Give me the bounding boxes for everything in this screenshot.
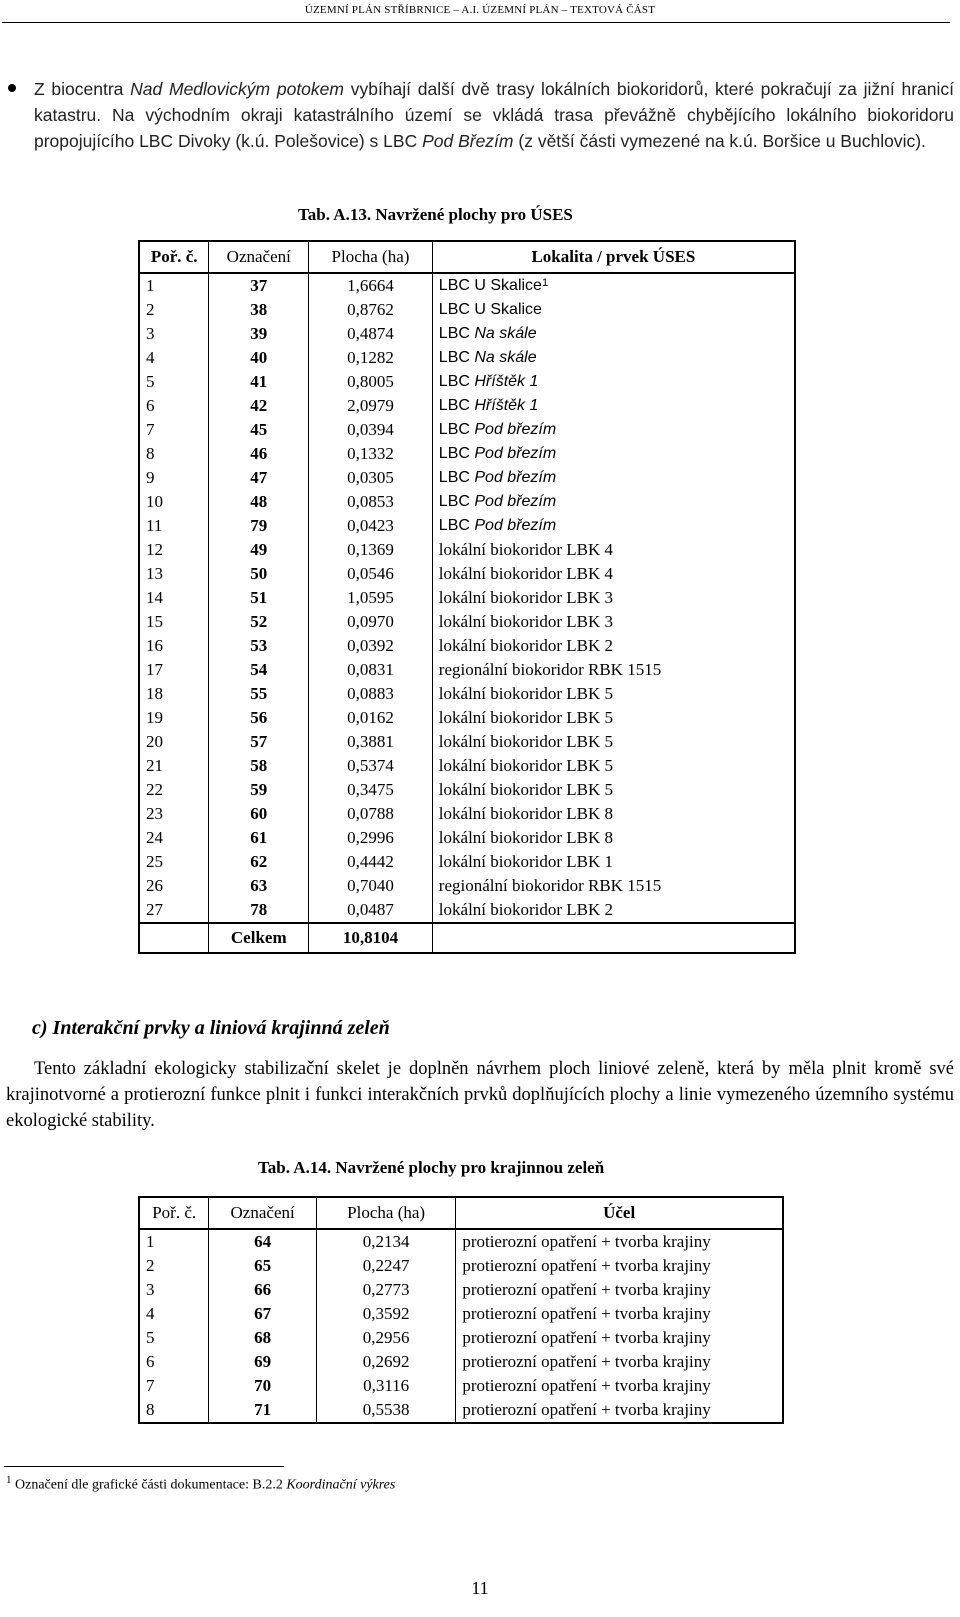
row-oznaceni: 68 [209, 1326, 317, 1350]
row-plocha: 0,4442 [309, 850, 433, 874]
row-lokalita [432, 850, 795, 874]
row-plocha: 0,4874 [309, 322, 433, 346]
row-number: 11 [139, 514, 209, 538]
table-row [139, 562, 795, 586]
row-oznaceni: 60 [209, 802, 309, 826]
row-ucel: protierozní opatření + tvorba krajiny [456, 1374, 783, 1398]
lokalita-name: Na skále [474, 349, 537, 366]
row-plocha: 0,0788 [309, 802, 433, 826]
lokalita-name: Pod březím [474, 517, 557, 534]
total-blank [139, 923, 209, 953]
row-number: 2 [139, 298, 209, 322]
lokalita-prefix: lokální biokoridor LBK 3 [438, 612, 614, 631]
row-plocha: 0,0423 [309, 514, 433, 538]
row-lokalita [432, 346, 795, 370]
row-plocha: 0,0883 [309, 682, 433, 706]
th-por: Poř. č. [139, 241, 209, 273]
row-ucel: protierozní opatření + tvorba krajiny [456, 1302, 783, 1326]
table-row [139, 1229, 783, 1254]
row-number: 20 [139, 730, 209, 754]
row-plocha: 0,3592 [316, 1302, 455, 1326]
lokalita-prefix: LBC [438, 301, 475, 318]
th2-oznaceni: Označení [209, 1197, 317, 1229]
row-plocha: 0,2692 [316, 1350, 455, 1374]
row-number: 27 [139, 898, 209, 923]
row-number: 10 [139, 490, 209, 514]
row-oznaceni: 64 [209, 1229, 317, 1254]
row-oznaceni: 61 [209, 826, 309, 850]
row-number: 1 [139, 273, 209, 298]
row-lokalita [432, 514, 795, 538]
row-oznaceni: 41 [209, 370, 309, 394]
row-plocha: 0,2247 [316, 1254, 455, 1278]
row-plocha: 0,0970 [309, 610, 433, 634]
row-plocha: 0,5374 [309, 754, 433, 778]
lokalita-prefix: lokální biokoridor LBK 5 [438, 684, 614, 703]
table-row [139, 826, 795, 850]
row-oznaceni: 59 [209, 778, 309, 802]
row-number: 8 [139, 1398, 209, 1423]
row-ucel: protierozní opatření + tvorba krajiny [456, 1398, 783, 1423]
lokalita-name: Pod březím [474, 445, 557, 462]
page-header: ÚZEMNÍ PLÁN STŘÍBRNICE – A.I. ÚZEMNÍ PLÁN – TEXTOVÁ ČÁST [304, 4, 656, 16]
lokalita-name: Hříštěk 1 [474, 397, 539, 414]
row-plocha: 0,1282 [309, 346, 433, 370]
row-lokalita [432, 394, 795, 418]
table-row [139, 1350, 783, 1374]
table-row [139, 490, 795, 514]
row-oznaceni: 47 [209, 466, 309, 490]
row-plocha: 0,2134 [316, 1229, 455, 1254]
table-row [139, 754, 795, 778]
row-plocha: 0,0853 [309, 490, 433, 514]
row-oznaceni: 56 [209, 706, 309, 730]
row-oznaceni: 48 [209, 490, 309, 514]
row-lokalita [432, 418, 795, 442]
table-row [139, 298, 795, 322]
row-number: 4 [139, 346, 209, 370]
lokalita-name: Hříštěk 1 [474, 373, 539, 390]
row-plocha: 0,0831 [309, 658, 433, 682]
lokalita-prefix: lokální biokoridor LBK 3 [438, 588, 614, 607]
lokalita-prefix: lokální biokoridor LBK 1 [438, 852, 614, 871]
footnote-text: Označení dle grafické části dokumentace: B.2.2 [15, 1477, 287, 1493]
table-row [139, 514, 795, 538]
row-lokalita [432, 826, 795, 850]
footnote-text-italic: Koordinační výkres [286, 1477, 396, 1493]
row-oznaceni: 70 [209, 1374, 317, 1398]
intro-text-1: Z biocentra [34, 79, 131, 99]
total-label: Celkem [209, 923, 309, 953]
lokalita-name: Pod březím [474, 493, 557, 510]
row-plocha: 0,2956 [316, 1326, 455, 1350]
row-ucel: protierozní opatření + tvorba krajiny [456, 1326, 783, 1350]
page-number: 11 [471, 1578, 489, 1598]
row-number: 16 [139, 634, 209, 658]
table-row [139, 1374, 783, 1398]
lokalita-prefix: LBC [438, 493, 475, 510]
row-oznaceni: 79 [209, 514, 309, 538]
section-paragraph: Tento základní ekologicky stabilizační skelet je doplněn návrhem ploch liniové zeleně, která by měla plnit kromě své krajinotvorné a protierozní funkce plnit i funkci interakčních prvků doplňujících plochy a linie vymezeného územního systému ekologické stability. [6, 1059, 954, 1131]
total-empty [432, 923, 795, 953]
table-row [139, 418, 795, 442]
row-lokalita [432, 682, 795, 706]
header-divider [2, 22, 950, 23]
row-lokalita [432, 490, 795, 514]
row-plocha: 0,0487 [309, 898, 433, 923]
footnote-ref: 1 [541, 277, 549, 289]
row-number: 13 [139, 562, 209, 586]
table-row [139, 273, 795, 298]
row-oznaceni: 63 [209, 874, 309, 898]
row-plocha: 0,0394 [309, 418, 433, 442]
table-row [139, 1398, 783, 1423]
row-lokalita [432, 874, 795, 898]
row-number: 5 [139, 370, 209, 394]
table-uses [138, 240, 796, 954]
lokalita-prefix: lokální biokoridor LBK 2 [438, 636, 614, 655]
row-plocha: 0,0305 [309, 466, 433, 490]
table-row [139, 346, 795, 370]
table-row [139, 322, 795, 346]
total-value: 10,8104 [309, 923, 433, 953]
section-heading: c) Interakční prvky a liniová krajinná zeleň [32, 1017, 390, 1039]
row-oznaceni: 37 [209, 273, 309, 298]
row-number: 21 [139, 754, 209, 778]
row-number: 9 [139, 466, 209, 490]
lokalita-prefix: lokální biokoridor LBK 5 [438, 780, 614, 799]
intro-text-3: (z větší části vymezené na k.ú. Boršice u Buchlovic). [513, 131, 926, 151]
row-plocha: 0,8762 [309, 298, 433, 322]
row-plocha: 0,5538 [316, 1398, 455, 1423]
table-row [139, 394, 795, 418]
row-number: 18 [139, 682, 209, 706]
table-row [139, 706, 795, 730]
row-lokalita [432, 322, 795, 346]
th-plocha: Plocha (ha) [309, 241, 433, 273]
lokalita-prefix: regionální biokoridor RBK 1515 [438, 876, 662, 895]
row-lokalita [432, 466, 795, 490]
table-row [139, 634, 795, 658]
table-krajinna-zelen [138, 1196, 784, 1424]
row-oznaceni: 40 [209, 346, 309, 370]
table-row [139, 586, 795, 610]
lokalita-prefix: lokální biokoridor LBK 5 [438, 732, 614, 751]
row-lokalita [432, 802, 795, 826]
row-number: 5 [139, 1326, 209, 1350]
row-oznaceni: 46 [209, 442, 309, 466]
row-number: 17 [139, 658, 209, 682]
row-number: 22 [139, 778, 209, 802]
row-oznaceni: 71 [209, 1398, 317, 1423]
row-number: 14 [139, 586, 209, 610]
row-plocha: 0,0162 [309, 706, 433, 730]
row-plocha: 0,3475 [309, 778, 433, 802]
row-number: 3 [139, 322, 209, 346]
row-oznaceni: 39 [209, 322, 309, 346]
row-number: 23 [139, 802, 209, 826]
row-oznaceni: 57 [209, 730, 309, 754]
row-oznaceni: 42 [209, 394, 309, 418]
row-number: 1 [139, 1229, 209, 1254]
row-plocha: 1,0595 [309, 586, 433, 610]
row-plocha: 0,0546 [309, 562, 433, 586]
row-plocha: 0,8005 [309, 370, 433, 394]
th2-por: Poř. č. [139, 1197, 209, 1229]
lokalita-prefix: lokální biokoridor LBK 2 [438, 900, 614, 919]
lokalita-prefix: LBC [438, 349, 475, 366]
table1-caption: Tab. A.13. Navržené plochy pro ÚSES [298, 205, 573, 224]
row-oznaceni: 62 [209, 850, 309, 874]
table-row [139, 1302, 783, 1326]
lokalita-name: Pod březím [474, 421, 557, 438]
lokalita-prefix: LBC [438, 445, 475, 462]
row-plocha: 0,2996 [309, 826, 433, 850]
row-lokalita [432, 442, 795, 466]
table-row [139, 1326, 783, 1350]
lokalita-prefix: LBC [438, 325, 475, 342]
table-row [139, 1254, 783, 1278]
row-number: 7 [139, 1374, 209, 1398]
lokalita-name: Pod březím [474, 469, 557, 486]
table-row [139, 370, 795, 394]
table-row [139, 778, 795, 802]
lokalita-prefix: regionální biokoridor RBK 1515 [438, 660, 662, 679]
row-number: 6 [139, 394, 209, 418]
row-ucel: protierozní opatření + tvorba krajiny [456, 1229, 783, 1254]
row-lokalita [432, 658, 795, 682]
lokalita-prefix: lokální biokoridor LBK 5 [438, 756, 614, 775]
row-lokalita [432, 273, 795, 298]
row-oznaceni: 66 [209, 1278, 317, 1302]
row-ucel: protierozní opatření + tvorba krajiny [456, 1254, 783, 1278]
row-plocha: 1,6664 [309, 273, 433, 298]
row-oznaceni: 58 [209, 754, 309, 778]
row-number: 2 [139, 1254, 209, 1278]
th2-plocha: Plocha (ha) [316, 1197, 455, 1229]
table-row [139, 610, 795, 634]
row-number: 4 [139, 1302, 209, 1326]
row-plocha: 0,1332 [309, 442, 433, 466]
row-lokalita [432, 778, 795, 802]
table-row [139, 1278, 783, 1302]
row-oznaceni: 54 [209, 658, 309, 682]
lokalita-prefix: LBC [438, 397, 475, 414]
table-row [139, 874, 795, 898]
lokalita-name: U Skalice [474, 277, 542, 294]
lokalita-name: Na skále [474, 325, 537, 342]
row-number: 3 [139, 1278, 209, 1302]
table-row [139, 658, 795, 682]
row-plocha: 0,3881 [309, 730, 433, 754]
table-row [139, 538, 795, 562]
bullet-icon [8, 84, 16, 92]
row-number: 8 [139, 442, 209, 466]
row-ucel: protierozní opatření + tvorba krajiny [456, 1350, 783, 1374]
row-oznaceni: 55 [209, 682, 309, 706]
th2-ucel: Účel [456, 1197, 783, 1229]
row-number: 24 [139, 826, 209, 850]
intro-paragraph [34, 76, 954, 154]
table-row [139, 850, 795, 874]
row-oznaceni: 51 [209, 586, 309, 610]
lokalita-prefix: LBC [438, 277, 475, 294]
row-lokalita [432, 730, 795, 754]
row-number: 6 [139, 1350, 209, 1374]
row-number: 7 [139, 418, 209, 442]
row-oznaceni: 69 [209, 1350, 317, 1374]
lokalita-prefix: lokální biokoridor LBK 8 [438, 828, 614, 847]
row-lokalita [432, 562, 795, 586]
row-lokalita [432, 754, 795, 778]
table-row [139, 442, 795, 466]
row-lokalita [432, 634, 795, 658]
row-oznaceni: 65 [209, 1254, 317, 1278]
row-oznaceni: 67 [209, 1302, 317, 1326]
footnote-divider [4, 1466, 284, 1467]
intro-text-italic-1: Nad Medlovickým potokem [130, 79, 344, 99]
row-plocha: 0,3116 [316, 1374, 455, 1398]
row-oznaceni: 52 [209, 610, 309, 634]
row-lokalita [432, 298, 795, 322]
table2-caption: Tab. A.14. Navržené plochy pro krajinnou zeleň [258, 1158, 605, 1177]
row-lokalita [432, 370, 795, 394]
row-oznaceni: 49 [209, 538, 309, 562]
row-plocha: 0,0392 [309, 634, 433, 658]
row-number: 19 [139, 706, 209, 730]
footnote-mark: 1 [6, 1474, 12, 1486]
lokalita-prefix: lokální biokoridor LBK 8 [438, 804, 614, 823]
row-plocha: 0,7040 [309, 874, 433, 898]
row-number: 15 [139, 610, 209, 634]
row-oznaceni: 38 [209, 298, 309, 322]
th-lokalita: Lokalita / prvek ÚSES [432, 241, 795, 273]
table-row [139, 466, 795, 490]
table-row [139, 802, 795, 826]
lokalita-prefix: LBC [438, 421, 475, 438]
row-oznaceni: 45 [209, 418, 309, 442]
row-lokalita [432, 610, 795, 634]
table-row [139, 682, 795, 706]
lokalita-prefix: lokální biokoridor LBK 4 [438, 540, 614, 559]
row-oznaceni: 78 [209, 898, 309, 923]
row-number: 25 [139, 850, 209, 874]
row-number: 12 [139, 538, 209, 562]
row-oznaceni: 50 [209, 562, 309, 586]
intro-text-italic-2: Pod Březím [422, 131, 514, 151]
lokalita-prefix: lokální biokoridor LBK 4 [438, 564, 614, 583]
table-row [139, 730, 795, 754]
row-lokalita [432, 706, 795, 730]
row-plocha: 0,2773 [316, 1278, 455, 1302]
table-row [139, 898, 795, 923]
lokalita-prefix: LBC [438, 373, 475, 390]
th-oznaceni: Označení [209, 241, 309, 273]
row-lokalita [432, 898, 795, 923]
row-number: 26 [139, 874, 209, 898]
row-ucel: protierozní opatření + tvorba krajiny [456, 1278, 783, 1302]
lokalita-prefix: lokální biokoridor LBK 5 [438, 708, 614, 727]
intro-text-2: vybíhají další dvě trasy lokálních biokoridorů, které pokračují za jižní hranicí katastru. Na východním okraji katastrálního území se vkládá trasa převážně chybějícího lokálního biokoridoru propojujícího LBC Divoky (k.ú. Polešovice) s LBC [34, 79, 955, 151]
row-lokalita [432, 538, 795, 562]
row-oznaceni: 53 [209, 634, 309, 658]
row-lokalita [432, 586, 795, 610]
lokalita-name: U Skalice [474, 301, 542, 318]
row-plocha: 0,1369 [309, 538, 433, 562]
lokalita-prefix: LBC [438, 469, 475, 486]
row-plocha: 2,0979 [309, 394, 433, 418]
lokalita-prefix: LBC [438, 517, 475, 534]
footnote [6, 1474, 395, 1494]
